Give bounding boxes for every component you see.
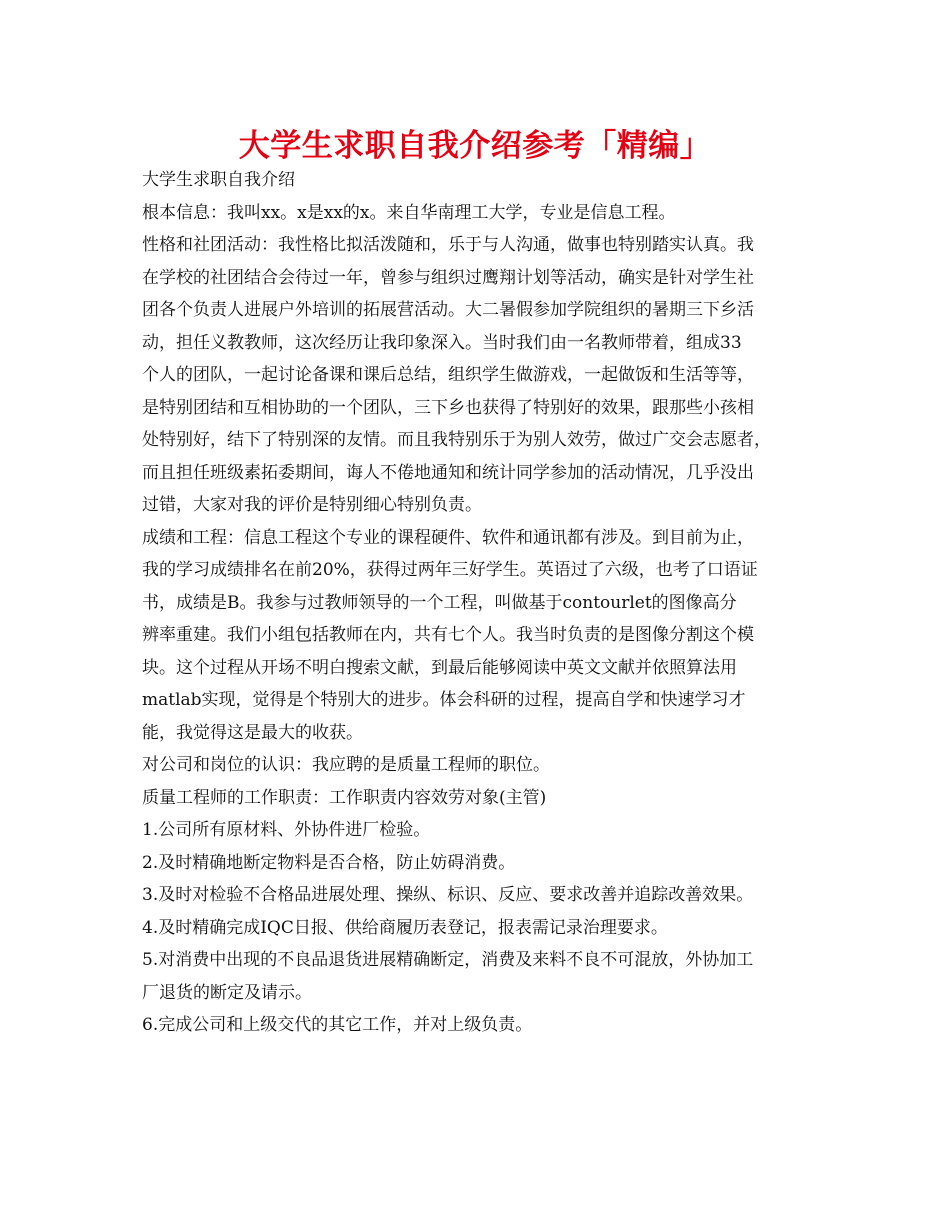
text-line: 我的学习成绩排名在前20%，获得过两年三好学生。英语过了六级，也考了口语证 bbox=[142, 560, 758, 580]
text-line: 1.公司所有原材料、外协件进厂检验。 bbox=[142, 820, 431, 840]
text-line: 块。这个过程从开场不明白搜索文献，到最后能够阅读中英文文献并依照算法用 bbox=[142, 657, 737, 678]
text-line: 5.对消费中出现的不良品退货进展精确断定，消费及来料不良不可混放，外协加工 bbox=[142, 950, 754, 970]
text-line: 成绩和工程：信息工程这个专业的课程硬件、软件和通讯都有涉及。到目前为止， bbox=[142, 527, 754, 548]
text-line: 2.及时精确地断定物料是否合格，防止妨碍消费。 bbox=[142, 852, 516, 873]
text-line: 是特别团结和互相协助的一个团队，三下乡也获得了特别好的效果，跟那些小孩相 bbox=[142, 397, 754, 418]
text-line: 大学生求职自我介绍 bbox=[142, 170, 295, 190]
text-line: matlab实现，觉得是个特别大的进步。体会科研的过程，提高自学和快速学习才 bbox=[142, 690, 746, 710]
document-title: 大学生求职自我介绍参考「精编」 bbox=[238, 128, 712, 164]
text-line: 根本信息：我叫xx。x是xx的x。来自华南理工大学，专业是信息工程。 bbox=[142, 202, 676, 223]
text-line: 对公司和岗位的认识：我应聘的是质量工程师的职位。 bbox=[142, 755, 550, 775]
text-line: 能，我觉得这是最大的收获。 bbox=[142, 722, 363, 743]
text-line: 3.及时对检验不合格品进展处理、操纵、标识、反应、要求改善并追踪改善效果。 bbox=[142, 885, 754, 905]
text-line: 书，成绩是B。我参与过教师领导的一个工程，叫做基于contourlet的图像高分 bbox=[142, 592, 737, 613]
text-line: 而且担任班级素拓委期间，诲人不倦地通知和统计同学参加的活动情况，几乎没出 bbox=[142, 462, 754, 483]
text-line: 过错，大家对我的评价是特别细心特别负责。 bbox=[142, 495, 482, 515]
text-line: 动，担任义教教师，这次经历让我印象深入。当时我们由一名教师带着，组成33 bbox=[142, 332, 742, 353]
text-line: 6.完成公司和上级交代的其它工作，并对上级负责。 bbox=[142, 1015, 533, 1035]
text-line: 团各个负责人进展户外培训的拓展营活动。大二暑假参加学院组织的暑期三下乡活 bbox=[142, 300, 754, 320]
text-line: 处特别好，结下了特别深的友情。而且我特别乐于为别人效劳，做过广交会志愿者， bbox=[142, 430, 771, 450]
text-line: 质量工程师的工作职责：工作职责内容效劳对象(主管) bbox=[142, 787, 547, 808]
text-line: 在学校的社团结合会待过一年，曾参与组织过鹰翔计划等活动，确实是针对学生社 bbox=[142, 267, 754, 288]
text-line: 4.及时精确完成IQC日报、供给商履历表登记，报表需记录治理要求。 bbox=[142, 917, 668, 938]
document-body bbox=[142, 164, 832, 1042]
text-line: 性格和社团活动：我性格比拟活泼随和，乐于与人沟通，做事也特别踏实认真。我 bbox=[142, 235, 754, 255]
text-line: 厂退货的断定及请示。 bbox=[142, 982, 312, 1003]
text-line: 个人的团队，一起讨论备课和课后总结，组织学生做游戏，一起做饭和生活等等， bbox=[142, 365, 754, 385]
text-line: 辨率重建。我们小组包括教师在内，共有七个人。我当时负责的是图像分割这个模 bbox=[142, 625, 754, 645]
